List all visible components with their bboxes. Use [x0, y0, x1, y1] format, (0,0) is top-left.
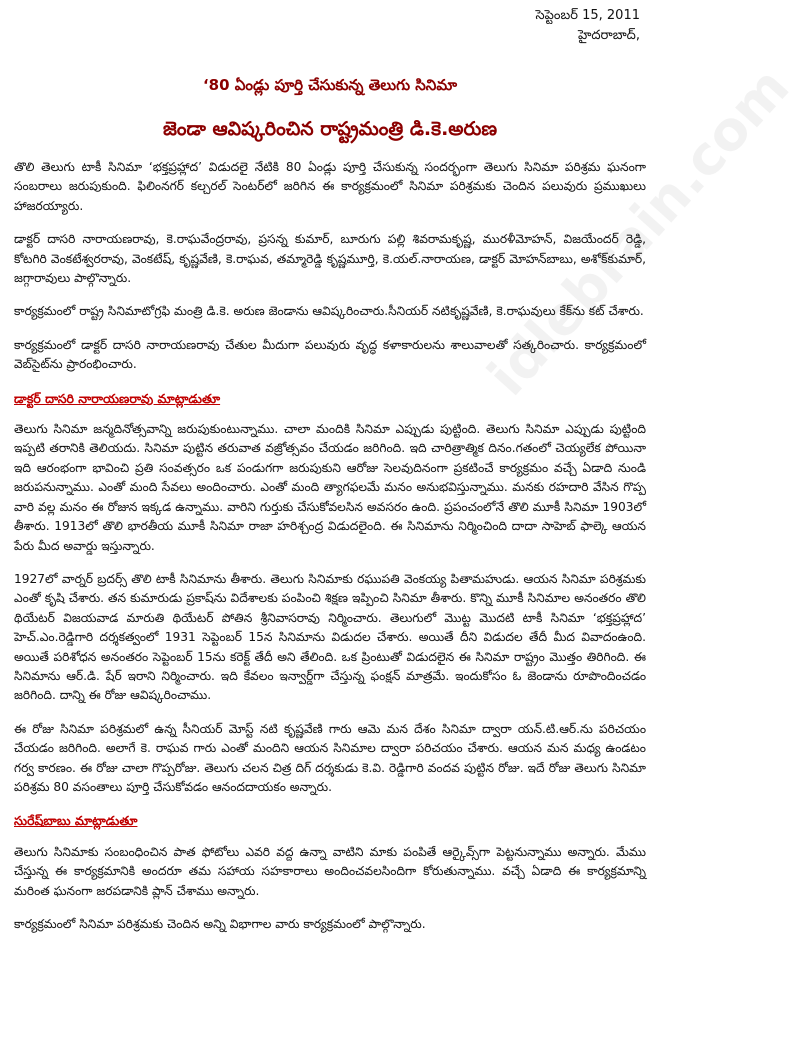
article-body — [14, 158, 646, 948]
section-heading-dasari: డాక్టర్ దాసరి నారాయణరావు మాట్లాడుతూ — [14, 390, 221, 406]
paragraph-dasari-3: ఈ రోజు సినిమా పరిశ్రమలో ఉన్న సీనియర్ మోస్ట్ నటి కృష్ణవేణి గారు ఆమె మన దేశం సినిమా ద్వారా యన్.టి.ఆర్.ను పరిచయం చేయడం జరిగింది. అలాగే కె. రాఘవ గారు ఎంతో మందిని ఆయన సినిమాల ద్వారా పరిచయం చేశారు. ఆయన మన మధ్య ఉండటం గర్వ కారణం. ఈ రోజు చాలా గొప్పరోజు. తెలుగు చలన చిత్ర దిగ్ దర్శకుడు కె.వి. రెడ్డిగారి వందవ పుట్టిన రోజు. ఇదే రోజు తెలుగు సినిమా పరిశ్రమ 80 వసంతాలు పూర్తి చేసుకోవడం ఆనందదాయకం అన్నారు. — [14, 721, 646, 794]
paragraph-flag-hoisting: కార్యక్రమంలో రాష్ట్ర సినిమాటోగ్రఫి మంత్రి డి.కె. అరుణ జెండాను ఆవిష్కరించారు.సీనియర్ నటికృష్ణవేణి, కె.రాఘవులు కేక్‌ను కట్ చేశారు. — [14, 304, 644, 319]
watermark-text: idlebrain.com — [475, 55, 801, 408]
release-date: సెప్టెంబర్ 15, 2011 — [535, 8, 640, 23]
paragraph-intro: తొలి తెలుగు టాకీ సినిమా ‘భక్తప్రహ్లాద’ విడుదలై నేటికి 80 ఏండ్లు పూర్తి చేసుకున్న సందర్భంగా తెలుగు సినిమా పరిశ్రమ ఘనంగా సంబరాలు జరుపుకుంది. ఫిలింనగర్ కల్చరల్ సెంటర్‌లో జరిగిన ఈ కార్యక్రమంలో సినిమా పరిశ్రమకు చెందిన పలువురు ప్రముఖులు హాజరయ్యారు. — [14, 160, 646, 213]
headline-secondary: జెండా ఆవిష్కరించిన రాష్ట్రమంత్రి డి.కె.అరుణ — [162, 118, 498, 140]
paragraph-attendees: డాక్టర్ దాసరి నారాయణరావు, కె.రాఘవేంద్రరావు, ప్రసన్న కుమార్, బూరుగు పల్లి శివరామకృష్ణ, మురళీమోహన్, విజయేందర్ రెడ్డి, కోటగిరి వెంకటేశ్వరరావు, వెంకటేష్, కృష్ణవేణి, కె.రాఘవ, తమ్మారెడ్డి కృష్ణమూర్తి, కె.యల్.నారాయణ, డాక్టర్ మోహన్‌బాబు, అశోక్‌కుమార్, జగ్గారావులు పాల్గొన్నారు. — [14, 232, 646, 286]
paragraph-dasari-2: 1927లో వార్నర్ బ్రదర్స్ తొలి టాకీ సినిమాను తీశారు. తెలుగు సినిమాకు రఘుపతి వెంకయ్య పితామహుడు. ఆయన సినిమా పరిశ్రమకు ఎంతో కృషి చేశారు. తన కుమారుడు ప్రకాష్‌ను విదేశాలకు పంపించి శిక్షణ ఇప్పించి సినిమా తీశారు. కొన్ని మూకీ సినిమాల అనంతరం తొలి థియేటర్ విజయవాడ మారుతి థియేటర్ పోతిన శ్రీనివాసరావు నిర్మించారు. తెలుగులో మొట్ట మొదటి టాకీ సినిమా ‘భక్తప్రహ్లాద’ హెచ్.ఎం.రెడ్డిగారి దర్శకత్వంలో 1931 సెప్టెంబర్ 15న సినిమాను విడుదల చేశారు. అయితే దీని విడుదల తేదీ మీద వివాదంఉంది. అయితే పరిశోధన అనంతరం సెప్టెంబర్ 15ను కరెక్ట్ తేదీ అని తేలింది. ఒక ప్రింటుతో విడుదలైన ఈ సినిమా రాష్ట్రం మొత్తం తిరిగింది. ఈ సినిమాను ఆర్.డి. షేర్ ఇరాని నిర్మించారు. ఇది కేవలం ఇన్వార్డ్‌గా చేస్తున్న ఫంక్షన్ మాత్రమే. ఇందుకోసం ఓ జెండాను రూపొందించడం జరిగింది. దాన్ని ఈ రోజు ఆవిష్కరించాము. — [14, 571, 646, 703]
dateline — [536, 6, 640, 46]
headline-primary: ‘80 ఏండ్లు పూర్తి చేసుకున్న తెలుగు సినిమా — [202, 76, 458, 94]
paragraph-closing: కార్యక్రమంలో సినిమా పరిశ్రమకు చెందిన అన్ని విభాగాల వారు కార్యక్రమంలో పాల్గొన్నారు. — [14, 917, 426, 931]
release-place: హైదరాబాద్, — [577, 28, 640, 43]
paragraph-dasari-1: తెలుగు సినిమా జన్మదినోత్సవాన్ని జరుపుకుంటున్నాము. చాలా మందికి సినిమా ఎప్పుడు పుట్టింది. తెలుగు సినిమా ఎప్పుడు పుట్టింది ఇప్పటి తరానికి తెలియదు. సినిమా పుట్టిన తరువాత వజ్రోత్సవం చేయడం జరిగింది. ఇది చారిత్రాత్మిక దినం.గతంలో చెయ్యలేక పోయినా ఇది ఆరంభంగా భావించి ప్రతి సంవత్సరం ఒక పండుగగా జరుపుకుని ఆరోజు సెలవుదినంగా ప్రకటించే కార్యక్రమం వచ్చే ఏడాది నుండి జరుపనున్నాము. ఎంతో మంది సేవలు అందించారు. ఎంతో మంది త్యాగఫలమే మనం అనుభవిస్తున్నాము. మనకు రహదారి వేసిన గొప్ప వారి వల్ల మనం ఈ రోజున ఇక్కడ ఉన్నాము. వారిని గుర్తుకు చేసుకోవలసిన అవసరం ఉంది. ప్రపంచంలోనే తొలి మూకీ సినిమా 1903లో తీశారు. 1913లో తొలి భారతీయ మూకీ సినిమా రాజా హరిశ్చంద్ర విడుదలైంది. ఈ సినిమాను నిర్మించింది దాదా సాహెబ్ ఫాల్కె ఆయన పేరు మీద అవార్డు ఇస్తున్నారు. — [14, 422, 646, 553]
section-heading-suresh-babu: సురేష్‌బాబు మాట్లాడుతూ — [14, 813, 138, 829]
paragraph-suresh-1: తెలుగు సినిమాకు సంబంధించిన పాత ఫోటోలు ఎవరి వద్ద ఉన్నా వాటిని మాకు పంపితే ఆర్కైవ్స్‌గా పెట్టనున్నాము అన్నారు. మేము చేస్తున్న ఈ కార్యక్రమానికి అందరూ తమ సహాయ సహకారాలు అందించవలసిందిగా కోరుతున్నాము. వచ్చే ఏడాది ఈ కార్యక్రమాన్ని మరింత ఘనంగా జరపడానికి ప్లాన్ చేశాము అన్నారు. — [14, 844, 646, 898]
paragraph-felicitation: కార్యక్రమంలో డాక్టర్ దాసరి నారాయణరావు చేతుల మీదుగా పలువురు వృద్ధ కళాకారులను శాలువాలతో సత్కరించారు. కార్యక్రమంలో వెబ్‌సైట్‌ను ప్రారంభించారు. — [14, 337, 646, 372]
